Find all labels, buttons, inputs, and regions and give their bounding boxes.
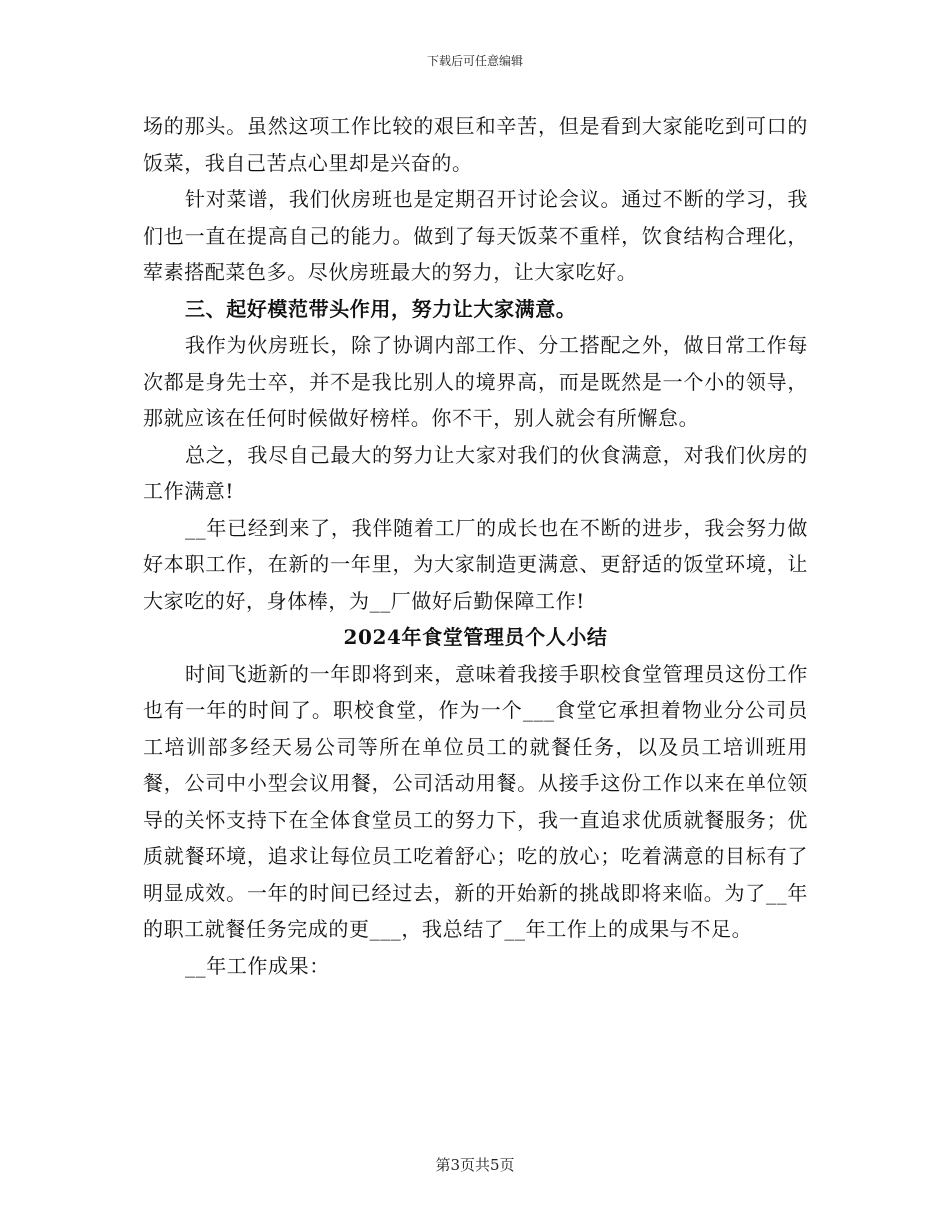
document-body: [143, 108, 808, 984]
paragraph-5: __年已经到来了，我伴随着工厂的成长也在不断的进步，我会努力做好本职工作，在新的一年里，为大家制造更满意、更舒适的饭堂环境，让大家吃的好，身体棒，为__厂做好后勤保障工作!: [143, 515, 808, 613]
document-title: 2024年食堂管理员个人小结: [343, 625, 608, 649]
paragraph-6: 时间飞逝新的一年即将到来，意味着我接手职校食堂管理员这份工作也有一年的时间了。职校食堂，作为一个___食堂它承担着物业分公司员工培训部多经天易公司等所在单位员工的就餐任务，以及员工培训班用餐，公司中小型会议用餐，公司活动用餐。从接手这份工作以来在单位领导的关怀支持下在全体食堂员工的努力下，我一直追求优质就餐服务；优质就餐环境，追求让每位员工吃着舒心；吃的放心；吃着满意的目标有了明显成效。一年的时间已经过去，新的开始新的挑战即将来临。为了__年的职工就餐任务完成的更___，我总结了__年工作上的成果与不足。: [143, 661, 808, 941]
paragraph-1: 场的那头。虽然这项工作比较的艰巨和辛苦，但是看到大家能吃到可口的饭菜，我自己苦点心里却是兴奋的。: [143, 114, 808, 175]
paragraph-3: 我作为伙房班长，除了协调内部工作、分工搭配之外，做日常工作每次都是身先士卒，并不是我比别人的境界高，而是既然是一个小的领导，那就应该在任何时候做好榜样。你不干，别人就会有所懈怠。: [143, 333, 808, 430]
page-header: 下载后可任意编辑: [426, 54, 523, 68]
paragraph-4: 总之，我尽自己最大的努力让大家对我们的伙食满意，对我们伙房的工作满意!: [143, 442, 808, 503]
section-heading-3: 三、起好模范带头作用，努力让大家满意。: [185, 296, 577, 321]
paragraph-7: __年工作成果：: [185, 953, 330, 978]
paragraph-2: 针对菜谱，我们伙房班也是定期召开讨论会议。通过不断的学习，我们也一直在提高自己的能力。做到了每天饭菜不重样，饮食结构合理化，荤素搭配菜色多。尽伙房班最大的努力，让大家吃好。: [143, 187, 808, 284]
page-footer: 第3页共5页: [435, 1156, 515, 1174]
